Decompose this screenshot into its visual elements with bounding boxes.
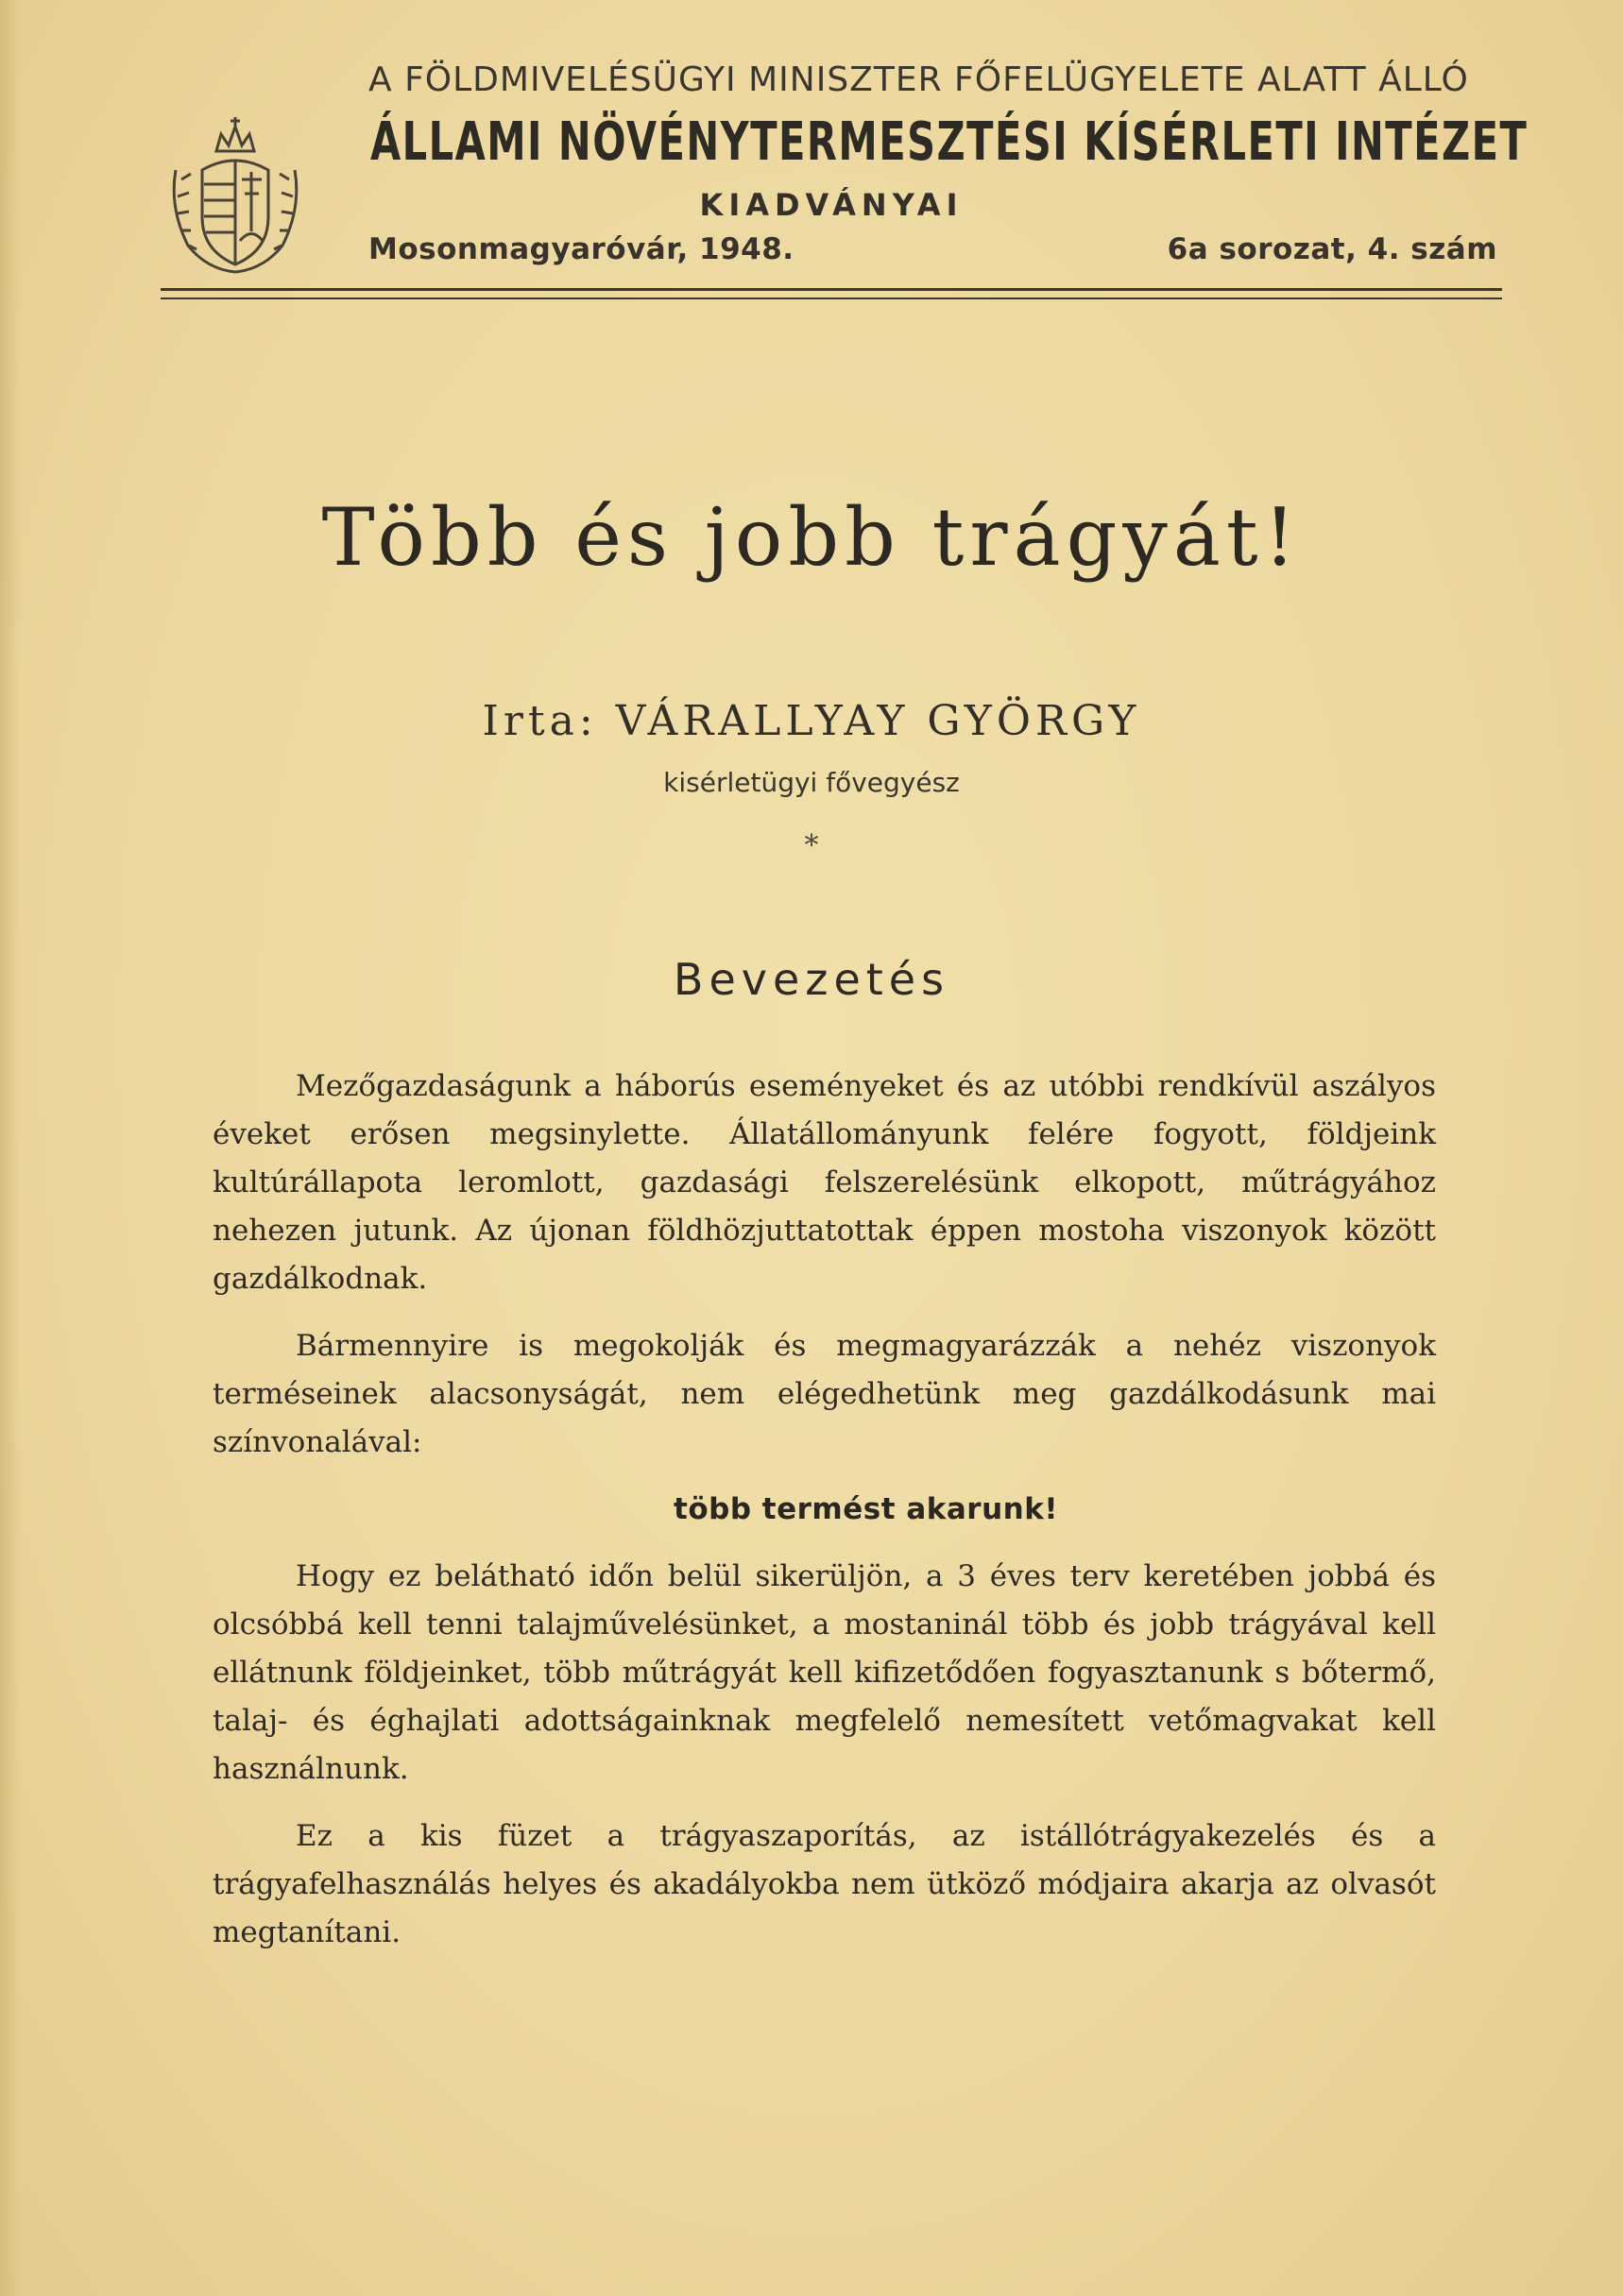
body-paragraph: Hogy ez belátható időn belül sikerüljön, a 3 éves terv keretében jobbá és olcsóbbá kell tenni talajművelésünket, a mostaninál több és jobb trágyával kell ellátnunk földjeinket, több műtrágyát kell kifizetődően fogyasztanunk s bőtermő, talaj- és éghajlati adottságainknak megfelelő nemesített vetőmagvakat kell használnunk. bbox=[213, 1559, 1436, 1786]
header-series-number: 6a sorozat, 4. szám bbox=[1167, 232, 1497, 266]
section-body bbox=[213, 1063, 1436, 1976]
header-divider-top bbox=[161, 288, 1502, 291]
body-paragraph: Bármennyire is megokolják és megmagyarázzák a nehéz viszonyok terméseinek alacsonyságát, nem elégedhetünk meg gazdálkodásunk mai színvonalával: bbox=[213, 1329, 1436, 1459]
body-paragraph: Ez a kis füzet a trágyaszaporítás, az istállótrágyakezelés és a trágyafelhasználás helyes és akadályokba nem ütköző módjaira akarja az olvasót megtanítani. bbox=[213, 1819, 1436, 1949]
section-heading: Bevezetés bbox=[673, 954, 950, 1005]
document-title: Több és jobb trágyát! bbox=[321, 491, 1302, 584]
publication-header bbox=[161, 47, 1529, 307]
page-spine-shadow bbox=[0, 0, 21, 2296]
header-publications-label: KIADVÁNYAI bbox=[699, 187, 964, 223]
emphasis-statement: több termést akarunk! bbox=[674, 1492, 1058, 1526]
author-role: kisérletügyi fővegyész bbox=[663, 767, 960, 798]
header-imprint-line bbox=[368, 232, 1502, 266]
header-divider-bottom bbox=[161, 298, 1502, 299]
header-ministry-line: A FÖLDMIVELÉSÜGYI MINISZTER FŐFELÜGYELETE ALATT ÁLLÓ bbox=[368, 60, 1469, 99]
author-byline: Irta: VÁRALLYAY GYÖRGY bbox=[482, 697, 1141, 745]
header-place-year: Mosonmagyaróvár, 1948. bbox=[368, 232, 794, 266]
header-institute-name: ÁLLAMI NÖVÉNYTERMESZTÉSI KÍSÉRLETI INTÉZET bbox=[370, 111, 1529, 173]
body-paragraph: Mezőgazdaságunk a háborús eseményeket és az utóbbi rendkívül aszályos éveket erősen megsinylette. Állatállományunk felére fogyott, földjeink kultúrállapota leromlott, gazdasági felszerelésünk elkopott, műtrágyához nehezen jutunk. Az újonan földhözjuttatottak éppen mostoha viszonyok között gazdálkodnak. bbox=[213, 1069, 1436, 1296]
section-separator: * bbox=[804, 829, 819, 862]
